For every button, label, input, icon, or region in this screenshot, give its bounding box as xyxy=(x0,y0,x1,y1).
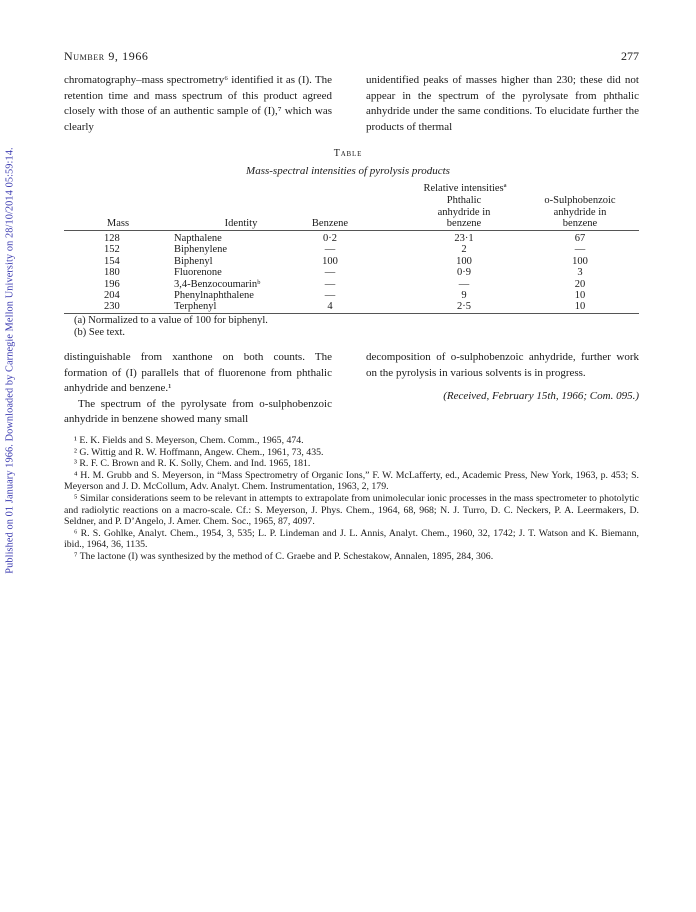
cell-phthalic: — xyxy=(458,278,470,290)
cell-benzene: 0·2 xyxy=(323,233,337,244)
column-header-mass: Mass xyxy=(106,218,130,229)
cell-phthalic: 100 xyxy=(456,255,472,267)
cell-benzene: — xyxy=(324,290,336,301)
cell-mass: 230 xyxy=(104,301,120,313)
table-title: Table xyxy=(333,148,363,159)
header-line: Phthalic xyxy=(446,195,482,206)
header-line: o-Sulphobenzoic xyxy=(544,195,616,206)
paragraph: chromatography–mass spectrometry⁶ identified it as (I). The retention time and mass spectrum of this product agreed closely with those of an authentic sample of (I),⁷ which was clearly xyxy=(64,74,332,133)
reference: ¹ E. K. Fields and S. Meyerson, Chem. Comm., 1965, 474. xyxy=(74,435,304,446)
cell-identity: Terphenyl xyxy=(174,301,217,313)
column-header-benzene: Benzene xyxy=(311,218,349,229)
cell-sulpho: 10 xyxy=(574,290,586,301)
cell-sulpho: 100 xyxy=(572,255,588,267)
cell-benzene: — xyxy=(324,267,336,279)
table-row xyxy=(0,244,696,255)
cell-identity: 3,4-Benzocoumarinᵇ xyxy=(174,278,261,290)
cell-phthalic: 2 xyxy=(461,244,467,256)
body-bottom-right-column xyxy=(366,350,639,405)
download-notice-text: Published on 01 January 1966. Downloaded by Carnegie Mellon University on 28/10/2014 05:59:14. xyxy=(4,146,16,574)
body-top-left-column xyxy=(64,73,332,135)
table-row xyxy=(0,279,696,290)
cell-phthalic: 0·9 xyxy=(457,267,471,279)
cell-identity: Biphenylene xyxy=(174,244,228,256)
table-note: (b) See text. xyxy=(74,327,126,338)
reference: ⁶ R. S. Gohlke, Analyt. Chem., 1954, 3, 535; L. P. Lindeman and J. L. Annis, Analyt. Chem., 1960, 32, 1742; J. T. Watson and K. Biemann, ibid., 1964, 36, 1135. xyxy=(64,527,639,551)
column-header-sulpho xyxy=(537,195,623,230)
paragraph: unidentified peaks of masses higher than 230; these did not appear in the spectrum of the pyrolysate from phthalic anhydride under the same conditions. To elucidate further the products of thermal xyxy=(366,74,639,133)
header-line: benzene xyxy=(446,218,482,229)
reference: ² G. Wittig and R. W. Hoffmann, Angew. Chem., 1961, 73, 435. xyxy=(74,446,324,458)
cell-mass: 196 xyxy=(104,278,120,290)
paragraph: distinguishable from xanthone on both counts. The formation of (I) parallels that of fluorenone from phthalic anhydride and benzene.¹ xyxy=(64,351,332,394)
cell-identity: Phenylnaphthalene xyxy=(174,290,254,301)
references xyxy=(64,435,639,563)
cell-sulpho: 20 xyxy=(574,278,586,290)
reference: ⁷ The lactone (I) was synthesized by the method of C. Graebe and P. Schestakow, Annalen, 1895, 284, 306. xyxy=(74,550,494,562)
cell-benzene: — xyxy=(324,278,336,290)
cell-phthalic: 23·1 xyxy=(454,233,474,244)
cell-benzene: 100 xyxy=(322,255,338,267)
table-rule xyxy=(64,230,639,231)
page-number: 277 xyxy=(621,49,639,63)
reference: ⁵ Similar considerations seem to be relevant in attempts to extrapolate from unimolecular ionic processes in the mass spectrometer to photolytic and radiolytic reactions on a macro-scale. Cf.: S. Meyerson, J. Phys. Chem., 1964, 68, 968; N. J. Turro, D. C. Neckers, P. A. Leermakers, D. Seldner, and P. D’Angelo, J. Amer. Chem. Soc., 1965, 87, 4097. xyxy=(64,492,639,528)
table-rule xyxy=(64,313,639,314)
table-row xyxy=(0,256,696,267)
cell-sulpho: — xyxy=(574,244,586,256)
header-line: benzene xyxy=(562,218,598,229)
reference: ⁴ H. M. Grubb and S. Meyerson, in “Mass Spectrometry of Organic Ions,” F. W. McLafferty, ed., Academic Press, New York, 1963, p. 453; S. Meyerson and J. D. McCollum, Adv. Analyt. Chem. Instrumentation, 1963, 2, 179. xyxy=(64,469,639,493)
cell-sulpho: 3 xyxy=(577,267,583,279)
paragraph: The spectrum of the pyrolysate from o-sulphobenzoic anhydride in benzene showed many small xyxy=(64,397,332,425)
cell-identity: Fluorenone xyxy=(174,267,222,279)
table-row xyxy=(0,267,696,278)
body-top-right-column xyxy=(366,73,639,135)
table-row xyxy=(0,233,696,244)
cell-identity: Napthalene xyxy=(174,233,222,244)
table-caption: Mass-spectral intensities of pyrolysis products xyxy=(246,165,450,177)
table-note: (a) Normalized to a value of 100 for biphenyl. xyxy=(74,315,268,326)
cell-identity: Biphenyl xyxy=(174,255,213,267)
cell-mass: 154 xyxy=(104,255,120,267)
body-bottom-left-column xyxy=(64,350,332,428)
cell-phthalic: 9 xyxy=(461,290,467,301)
cell-mass: 152 xyxy=(104,244,120,256)
reference: ³ R. F. C. Brown and R. K. Solly, Chem. and Ind. 1965, 181. xyxy=(74,458,311,470)
cell-sulpho: 10 xyxy=(574,301,586,313)
cell-mass: 180 xyxy=(104,267,120,279)
column-header-phthalic xyxy=(424,195,504,230)
cell-mass: 204 xyxy=(104,290,120,301)
cell-mass: 128 xyxy=(104,233,120,244)
received-date: (Received, February 15th, 1966; Com. 095.) xyxy=(443,390,639,402)
cell-benzene: — xyxy=(324,244,336,256)
cell-sulpho: 67 xyxy=(574,233,586,244)
cell-phthalic: 2·5 xyxy=(457,301,471,313)
paragraph: decomposition of o-sulphobenzoic anhydride, further work on the pyrolysis in various solvents is in progress. xyxy=(366,351,639,379)
table-group-header: Relative intensitiesª xyxy=(423,183,507,194)
cell-benzene: 4 xyxy=(327,301,333,313)
column-header-identity: Identity xyxy=(224,218,258,229)
header-line: anhydride in xyxy=(553,206,607,218)
header-line: anhydride in xyxy=(437,206,491,218)
table-row xyxy=(0,301,696,312)
running-head: Number 9, 1966 xyxy=(64,49,149,63)
page-header xyxy=(64,49,639,63)
table-row xyxy=(0,290,696,301)
